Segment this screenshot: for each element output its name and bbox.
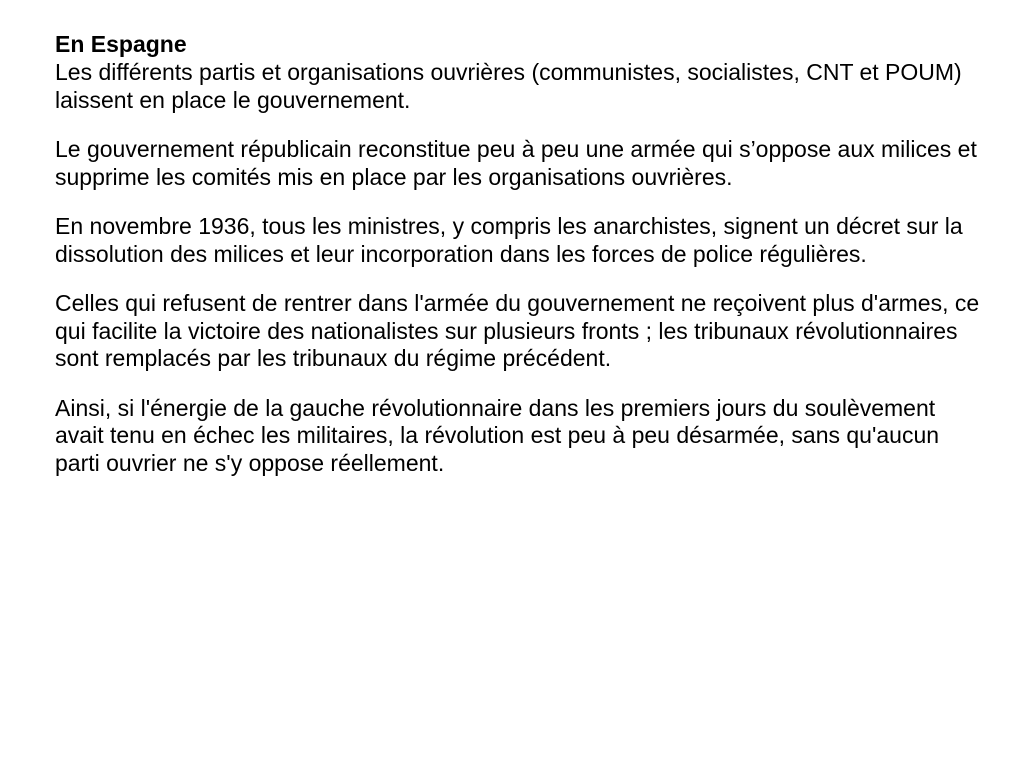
slide-title: En Espagne: [55, 31, 187, 57]
paragraph-1: Les différents partis et organisations ouvrières (communistes, socialistes, CNT et POUM) laissent en place le gouvernement.: [55, 59, 962, 113]
paragraph-2: Le gouvernement républicain reconstitue peu à peu une armée qui s’oppose aux milices et supprime les comités mis en place par les organisations ouvrières.: [55, 136, 977, 190]
paragraph-3: En novembre 1936, tous les ministres, y compris les anarchistes, signent un décret sur la dissolution des milices et leur incorporation dans les forces de police régulières.: [55, 213, 963, 267]
paragraph-5: Ainsi, si l'énergie de la gauche révolutionnaire dans les premiers jours du soulèvement avait tenu en échec les militaires, la révolution est peu à peu désarmée, sans qu'aucun parti ouvrier ne s'y oppose réellement.: [55, 394, 940, 476]
slide-content: [55, 30, 985, 477]
paragraph-4: Celles qui refusent de rentrer dans l'armée du gouvernement ne reçoivent plus d'armes, ce qui facilite la victoire des nationalistes sur plusieurs fronts ; les tribunaux révolutionnaires sont remplacés par les tribunaux du régime précédent.: [55, 290, 980, 371]
